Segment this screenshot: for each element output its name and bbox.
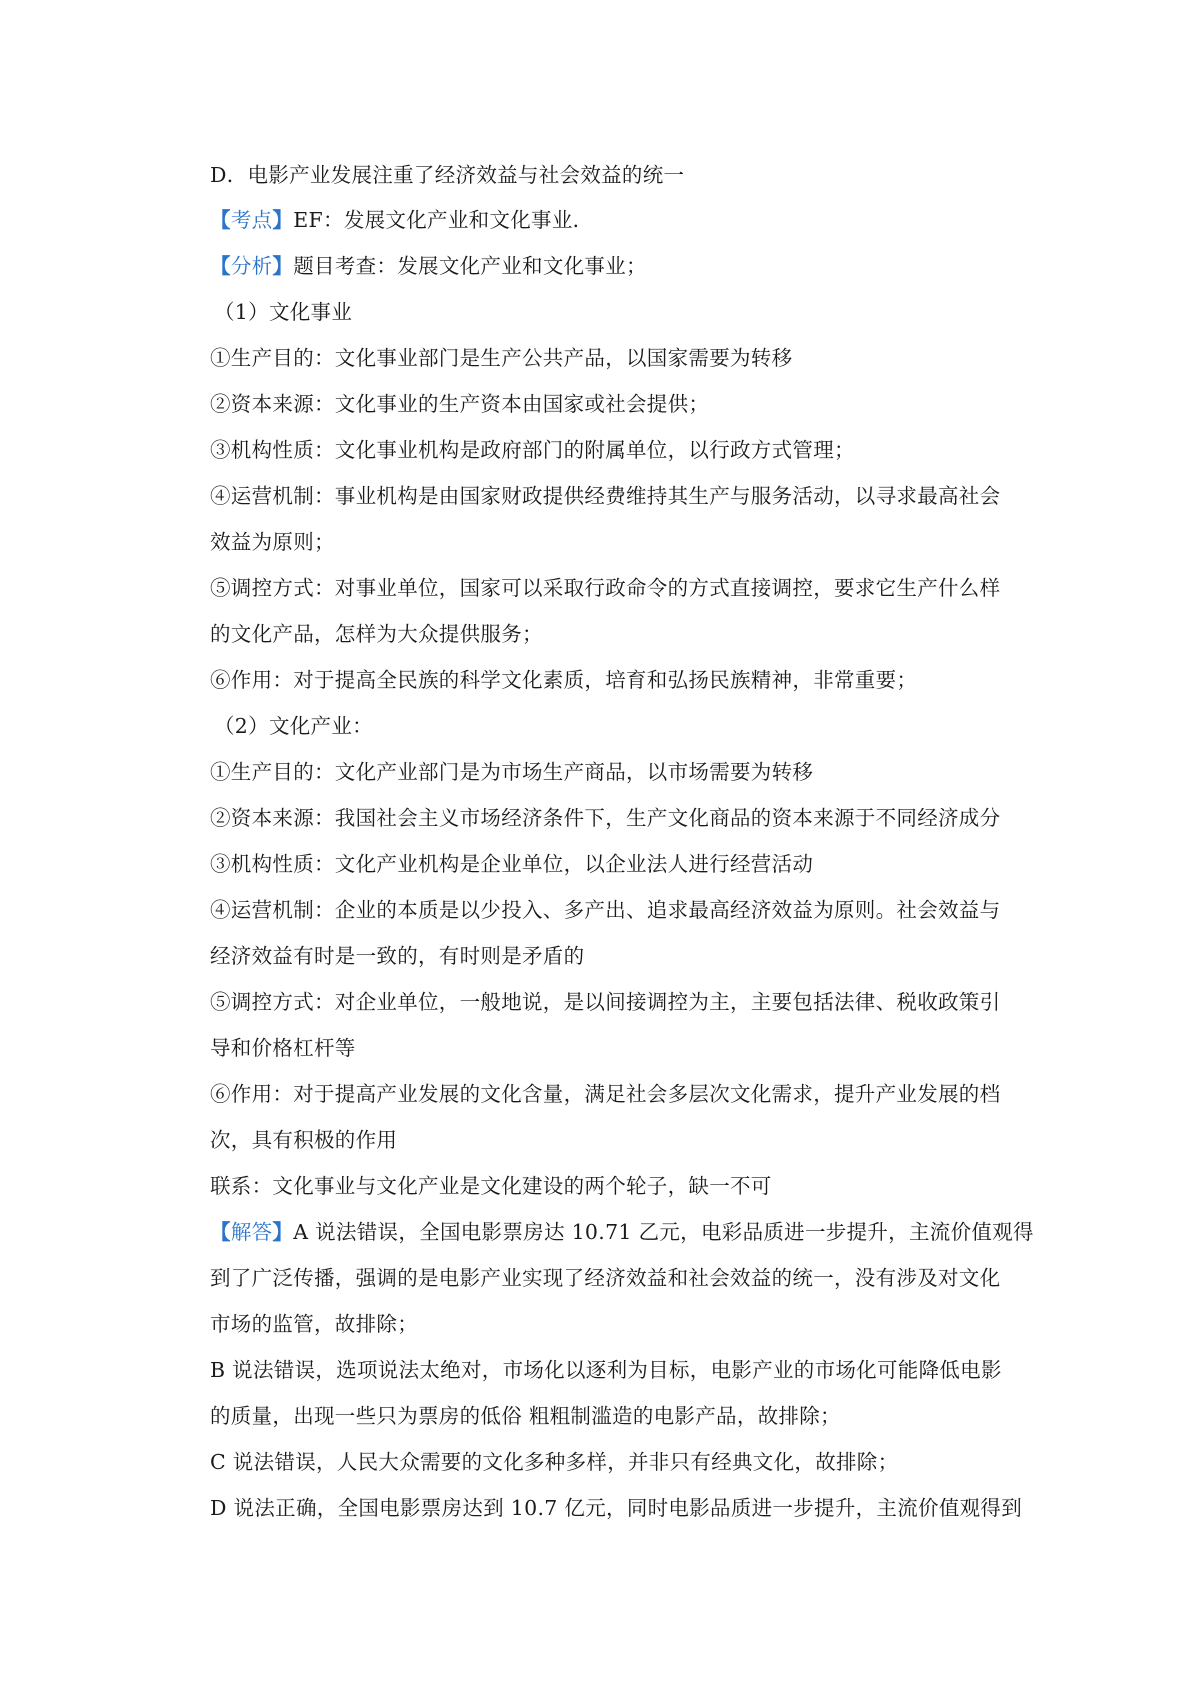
tag-bracket-close: 】 [272,1220,294,1244]
lianxi-line: 联系：文化事业与文化产业是文化建设的两个轮子，缺一不可 [210,1174,772,1198]
kaodian-tag: 考点 [230,208,273,232]
paragraph-line: ⑤调控方式：对事业单位，国家可以采取行政命令的方式直接调控，要求它生产什么样 [210,576,1001,600]
tag-bracket-close: 】 [272,254,294,278]
fenxi-text: 题目考查：发展文化产业和文化事业； [293,254,647,278]
paragraph-line: ④运营机制：企业的本质是以少投入、多产出、追求最高经济效益为原则。社会效益与 [210,898,1001,922]
paragraph-line: 经济效益有时是一致的，有时则是矛盾的 [210,944,585,968]
paragraph-line: ⑥作用：对于提高全民族的科学文化素质，培育和弘扬民族精神，非常重要； [210,668,918,692]
paragraph-line: ⑤调控方式：对企业单位，一般地说，是以间接调控为主，主要包括法律、税收政策引 [210,990,1001,1014]
tag-bracket-open: 【 [210,254,231,278]
paragraph-line: 导和价格杠杆等 [210,1036,356,1060]
option-d-explanation: D 说法正确，全国电影票房达到 10.7 亿元，同时电影品质进一步提升，主流价值观得到 [210,1496,1023,1520]
paragraph-line: 的质量，出现一些只为票房的低俗 粗粗制滥造的电影产品，故排除； [210,1404,841,1428]
paragraph-line: ④运营机制：事业机构是由国家财政提供经费维持其生产与服务活动，以寻求最高社会 [210,484,1001,508]
paragraph-line: ①生产目的：文化事业部门是生产公共产品，以国家需要为转移 [210,346,793,370]
kaodian-text: EF：发展文化产业和文化事业． [293,208,594,232]
kaodian-line [210,205,1030,235]
paragraph-line: ③机构性质：文化产业机构是企业单位，以企业法人进行经营活动 [210,852,814,876]
jieda-line [210,1217,1034,1247]
section-heading-1: （1）文化事业 [214,300,353,324]
paragraph-line: 的文化产品，怎样为大众提供服务； [210,622,543,646]
paragraph-line: ⑥作用：对于提高产业发展的文化含量，满足社会多层次文化需求，提升产业发展的档 [210,1082,1001,1106]
jieda-text: A 说法错误，全国电影票房达 10.71 乙元，电彩品质进一步提升，主流价值观得 [293,1220,1034,1244]
fenxi-line [210,251,1030,281]
section-heading-2: （2）文化产业： [214,714,373,738]
paragraph-line: ②资本来源：文化事业的生产资本由国家或社会提供； [210,392,710,416]
paragraph-line: 到了广泛传播，强调的是电影产业实现了经济效益和社会效益的统一，没有涉及对文化 [210,1266,1001,1290]
paragraph-line: ③机构性质：文化事业机构是政府部门的附属单位，以行政方式管理； [210,438,855,462]
paragraph-line: 效益为原则； [210,530,335,554]
paragraph-line: ②资本来源：我国社会主义市场经济条件下，生产文化商品的资本来源于不同经济成分 [210,806,1001,830]
paragraph-line: 次，具有积极的作用 [210,1128,398,1152]
option-c-explanation: C 说法错误，人民大众需要的文化多种多样，并非只有经典文化，故排除； [210,1450,899,1474]
option-d-line: D．电影产业发展注重了经济效益与社会效益的统一 [210,163,685,187]
paragraph-line: ①生产目的：文化产业部门是为市场生产商品，以市场需要为转移 [210,760,814,784]
fenxi-tag: 分析 [230,254,273,278]
option-b-explanation: B 说法错误，选项说法太绝对，市场化以逐利为目标，电影产业的市场化可能降低电影 [210,1358,1002,1382]
jieda-tag: 解答 [230,1220,273,1244]
tag-bracket-close: 】 [272,208,294,232]
paragraph-line: 市场的监管，故排除； [210,1312,418,1336]
tag-bracket-open: 【 [210,208,231,232]
tag-bracket-open: 【 [210,1220,231,1244]
